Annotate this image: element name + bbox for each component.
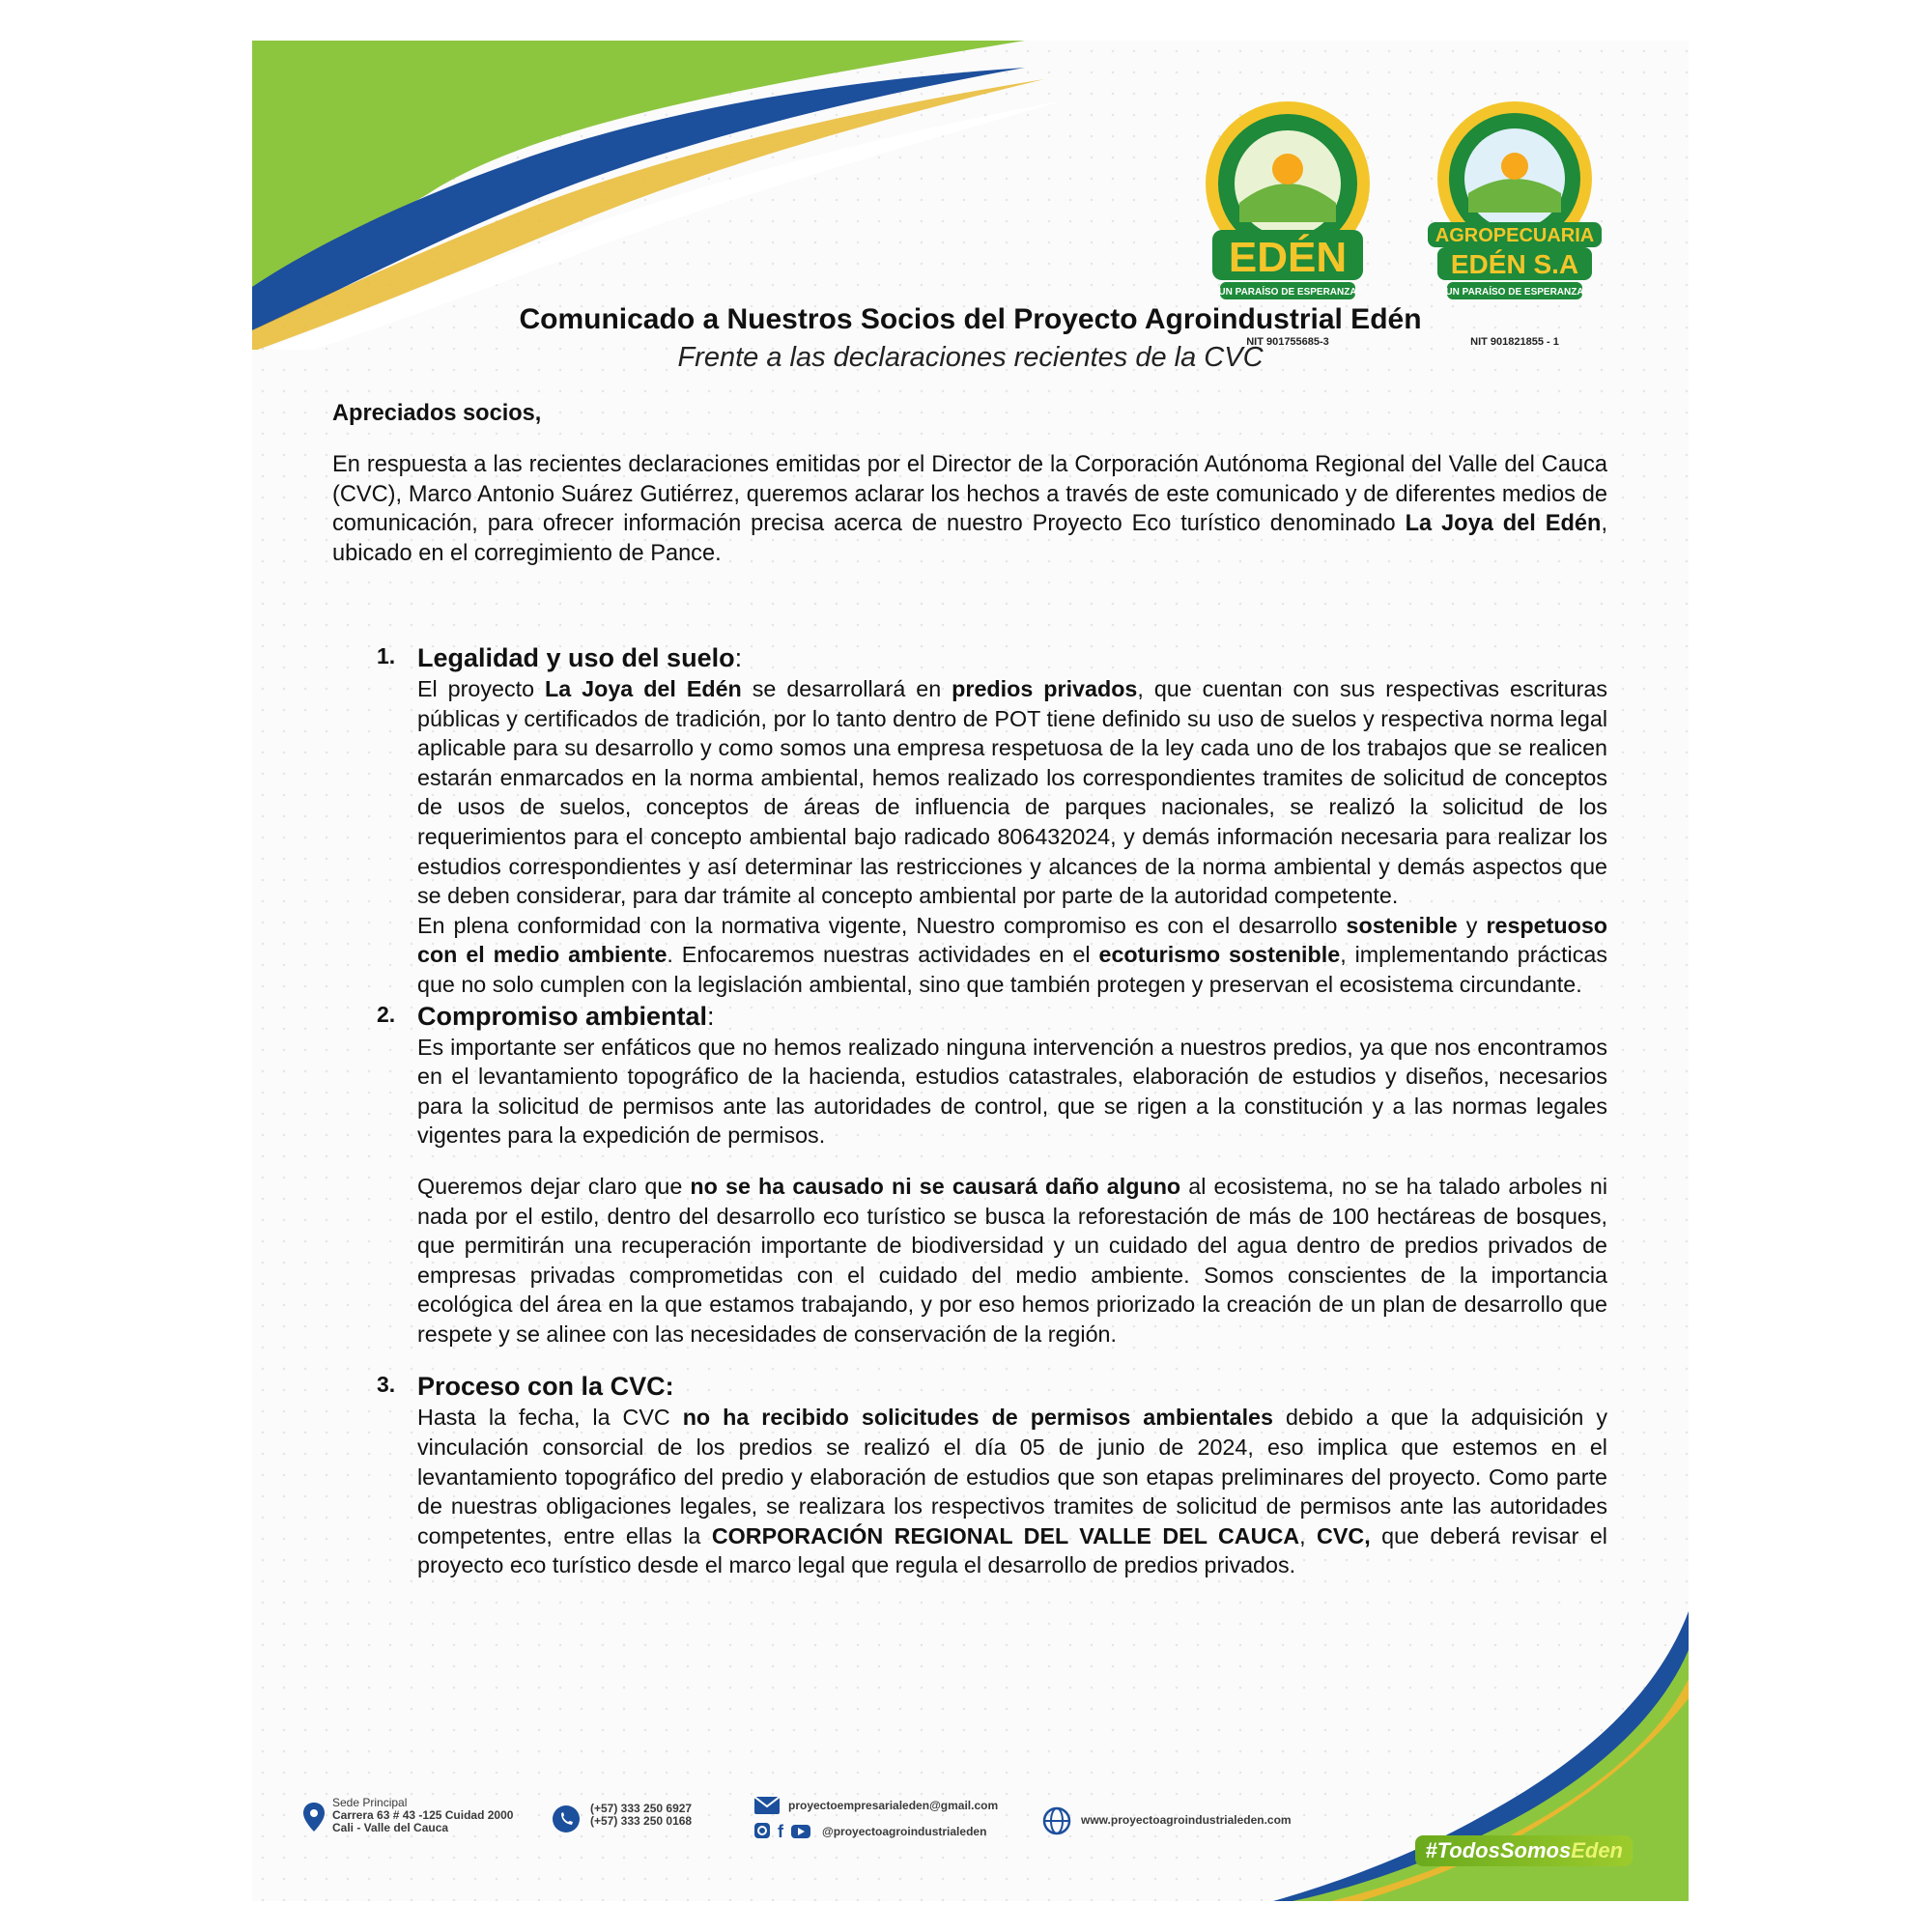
item-paragraph: Hasta la fecha, la CVC no ha recibido solicitudes de permisos ambientales debido a que la adquisición y vinculación consorcial de los predios se realizó el día 05 de junio de 2024, eso implica que estemos en el levantamiento topográfico del predio y elaboración de estudios que son etapas preliminares del proyecto. Como parte de nuestras obligaciones legales, se realizara los respectivos tramites de solicitud de permisos ante las autoridades competentes, entre ellas la CORPORACIÓN REGIONAL DEL VALLE DEL CAUCA, CVC, que deberá revisar el proyecto eco turístico desde el marco legal que regula el desarrollo de predios privados. [417,1405,1608,1578]
item-number: 3. [377,1372,396,1398]
location-pin-icon [303,1803,325,1832]
item-title: Compromiso ambiental: [417,1001,715,1031]
logo2-brand-top: AGROPECUARIA [1435,225,1595,246]
letter-page [252,41,1689,1901]
item-paragraph: El proyecto La Joya del Edén se desarrollará en predios privados, que cuentan con sus respectivas escrituras públicas y certificados de tradición, por lo tanto dentro de POT tiene definido su uso de suelos y respectiva norma legal aplicable para su desarrollo y como somos una empresa respetuosa de la ley cada uno de los trabajos que se realicen estarán enmarcados en la norma ambiental, hemos realizado los correspondientes tramites de solicitud de conceptos de usos de suelos, conceptos de áreas de influencia de parques nacionales, se realizó la solicitud de los requerimientos para el concepto ambiental bajo radicado 806432024, y demás información necesaria para realizar los estudios correspondientes y así determinar las restricciones y alcances de la norma ambiental y demás aspectos que se deben considerar, para dar trámite al concepto ambiental por parte de la autoridad competente. [417,676,1608,909]
footer-website[interactable]: www.proyectoagroindustrialeden.com [1081,1813,1292,1827]
svg-text:f: f [778,1822,783,1839]
item-title: Proceso con la CVC: [417,1372,674,1402]
logo1-brand: EDÉN [1228,234,1348,281]
social-icons [754,1822,816,1839]
logo2-brand: EDÉN S.A [1450,249,1579,279]
logo1-nit: NIT 901755685-3 [1246,336,1329,348]
document-subtitle: Frente a las declaraciones recientes de la CVC [677,342,1264,373]
numbered-list [332,641,1607,1580]
footer-email: proyectoempresarialeden@gmail.com [788,1799,999,1812]
item-paragraph: Es importante ser enfáticos que no hemos realizado ninguna intervención a nuestros predios, ya que nos encontramos en el levantamiento topográfico de la hacienda, estudios catastrales, elaboración de estudios y diseños, necesarios para la solicitud de permisos ante las autoridades de control, que se rigen a la constitución y a las normas legales vigentes para la expedición de permisos. [417,1034,1607,1149]
logo2-slogan: "UN PARAÍSO DE ESPERANZA" [1440,287,1589,298]
item-paragraph: En plena conformidad con la normativa vigente, Nuestro compromiso es con el desarrollo sostenible y respetuoso con el medio ambiente. Enfocaremos nuestras actividades en el ecoturismo sostenible, implementando prácticas que no solo cumplen con la legislación ambiental, sino que también protegen y preservan el ecosistema circundante. [417,912,1608,997]
hashtag-badge: #TodosSomosEden [1415,1835,1633,1866]
intro-paragraph: En respuesta a las recientes declaraciones emitidas por el Director de la Corporación Autónoma Regional del Valle del Cauca (CVC), Marco Antonio Suárez Gutiérrez, queremos aclarar los hechos a través de este comunicado y de diferentes medios de comunicación, para ofrecer información precisa acerca de nuestro Proyecto Eco turístico denominado La Joya del Edén, ubicado en el corregimiento de Pance. [332,452,1607,566]
footer-address: Sede Principal Carrera 63 # 43 -125 Cuidad 2000 Cali - Valle del Cauca [332,1796,514,1834]
whatsapp-icon [552,1804,581,1833]
greeting: Apreciados socios, [332,401,542,426]
item-number: 2. [377,1001,396,1027]
logo2-nit: NIT 901821855 - 1 [1470,336,1559,348]
list-item [332,641,1607,1000]
list-item [332,1370,1607,1580]
document-title: Comunicado a Nuestros Socios del Proyecto Agroindustrial Edén [519,303,1422,335]
email-icon [754,1797,780,1814]
item-number: 1. [377,643,396,668]
logo1-slogan: "UN PARAÍSO DE ESPERANZA" [1213,287,1362,298]
globe-icon [1042,1806,1071,1835]
item-paragraph: Queremos dejar claro que no se ha causado ni se causará daño alguno al ecosistema, no se ha talado arboles ni nada por el estilo, dentro del desarrollo eco turístico se busca la reforestación de más de 100 hectáreas de bosques, que permitirán una recuperación importante de biodiversidad y un cuidado del agua dentro de predios privados de empresas privadas comprometidas con el cuidado del medio ambiente. Somos conscientes de la importancia ecológica del área en la que estamos trabajando, y por eso hemos priorizado la creación de un plan de desarrollo que respete y se alinee con las necesidades de conservación de la región. [417,1173,1607,1347]
footer [252,1766,1689,1901]
footer-phones: (+57) 333 250 6927 (+57) 333 250 0168 [590,1802,693,1828]
list-item [332,1000,1607,1350]
item-title: Legalidad y uso del suelo: [417,643,743,672]
footer-social: @proyectoagroindustrialeden [822,1825,987,1838]
